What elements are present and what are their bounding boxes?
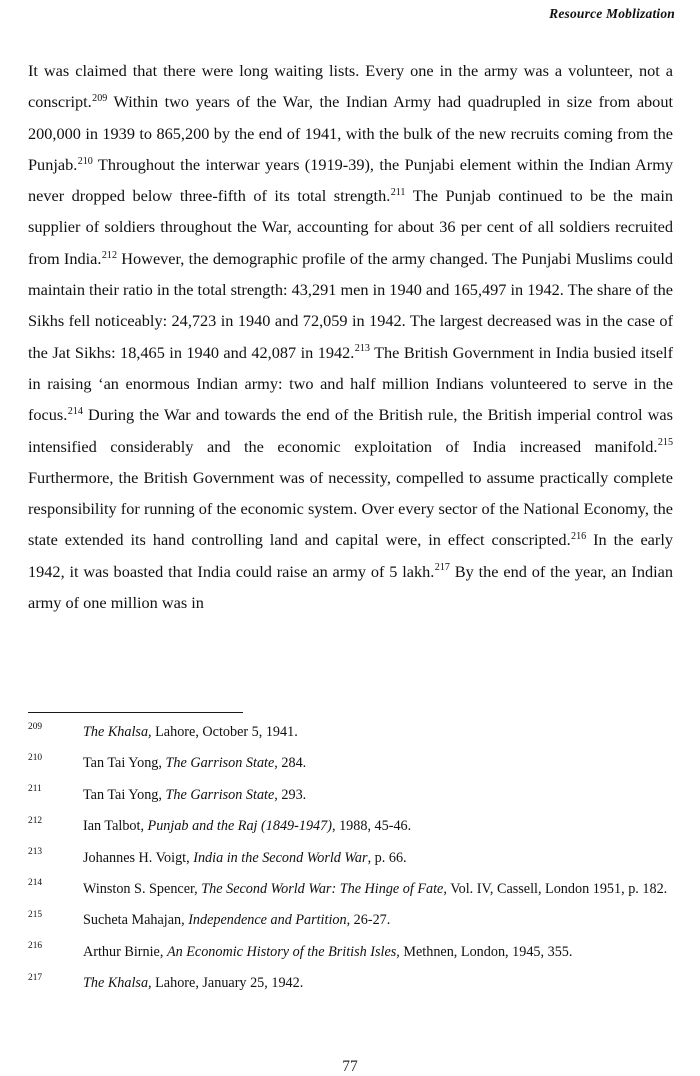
- footnote-reference-214: 214: [67, 406, 83, 417]
- body-paragraph: It was claimed that there were long waiting lists. Every one in the army was a volunteer, not a conscript.$^{209}$ Within two years of the War, the Indian Army had quadrupled in size from about 200,000 in 1939 to 865,200 by the end of 1941, with the bulk of the new recruits coming from the Punjab.$^{210}$ Throughout the interwar years (1919-39), the Punjabi element within the Indian Army never dropped below three-fifth of its total strength.$^{211}$ The Punjab continued to be the main supplier of soldiers throughout the War, accounting for about 36 per cent of all soldiers recruited from India.$^{212}$ However, the demographic profile of the army changed. The Punjabi Muslims could maintain their ratio in the total strength: 43,291 men in 1940 and 165,497 in 1942. The share of the Sikhs fell noticeably: 24,723 in 1940 and 72,059 in 1942. The largest decreased was in the case of the Jat Sikhs: 18,465 in 1940 and 42,087 in 1942.$^{213}$ The British Government in India busied itself in raising ‘an enormous Indian army: two and half million Indians volunteered to serve in the focus.$^{214}$ During the War and towards the end of the British rule, the British imperial control was intensified considerably and the economic exploitation of India increased manifold.$^{215}$ Furthermore, the British Government was of necessity, compelled to assume practically complete responsibility for running of the economic system. Over every sector of the National Economy, the state extended its hand controlling land and capital were, in effect conscripted.$^{216}$ In the early 1942, it was boasted that India could raise an army of 5 lakh.$^{217}$ By the end of the year, an Indian army of one million was in: [28, 61, 673, 613]
- body-text-block: [28, 55, 673, 618]
- footnote-title-italic: Independence and Partition: [188, 912, 347, 929]
- footnote-entry: [28, 974, 673, 993]
- footnote-number: 217: [28, 972, 43, 983]
- footnote-text: Winston S. Spencer, The Second World War: The Hinge of Fate, Vol. IV, Cassell, London 1951, p. 182.: [83, 880, 668, 897]
- footnote-reference-212: 212: [101, 249, 117, 261]
- footnote-text: Tan Tai Yong, The Garrison State, 293.: [83, 786, 307, 803]
- footnote-text: Sucheta Mahajan, Independence and Partition, 26-27.: [83, 912, 391, 929]
- footnote-text: Tan Tai Yong, The Garrison State, 284.: [83, 755, 307, 772]
- footnote-number: 215: [28, 909, 43, 920]
- footnote-title-italic: The Second World War: The Hinge of Fate: [201, 880, 444, 897]
- footnote-entry: [28, 911, 673, 930]
- footnote-title-italic: The Garrison State: [165, 755, 275, 772]
- footnote-text: The Khalsa, Lahore, October 5, 1941.: [83, 724, 298, 740]
- footnote-text: Arthur Birnie, An Economic History of the British Isles, Methnen, London, 1945, 355.: [83, 943, 573, 960]
- footnote-number: 211: [28, 784, 42, 795]
- running-header: Resource Moblization: [549, 6, 675, 21]
- footnote-title-italic: Punjab and the Raj (1849-1947): [147, 818, 332, 835]
- footnote-entry: [28, 754, 673, 773]
- footnote-reference-216: 216: [571, 531, 587, 543]
- footnote-number: 213: [28, 847, 43, 858]
- footnote-reference-209: 209: [92, 93, 108, 105]
- footnote-number: 214: [28, 878, 43, 889]
- footnote-text: Johannes H. Voigt, India in the Second World War, p. 66.: [83, 849, 407, 866]
- footnote-title-italic: India in the Second World War: [193, 849, 368, 866]
- footnote-title-italic: The Khalsa,: [83, 975, 152, 992]
- footnote-area: [28, 712, 673, 993]
- footnote-entry: [28, 723, 673, 742]
- footnote-title-italic: An Economic History of the British Isles: [166, 943, 397, 960]
- footnote-title-italic: The Garrison State: [165, 786, 275, 803]
- footnote-entry: [28, 943, 673, 962]
- footnote-number: 212: [28, 815, 43, 826]
- footnote-entry: [28, 817, 673, 836]
- footnote-list: [28, 723, 673, 993]
- footnote-reference-217: 217: [434, 562, 450, 574]
- footnote-entry: [28, 849, 673, 868]
- footnote-separator-rule: [28, 712, 243, 713]
- footnote-number: 216: [28, 941, 43, 952]
- footnote-reference-210: 210: [77, 155, 93, 167]
- page-number: 77: [342, 1058, 358, 1075]
- footnote-reference-215: 215: [657, 437, 673, 449]
- footnote-number: 210: [28, 752, 43, 763]
- footnote-entry: [28, 786, 673, 805]
- footnote-entry: [28, 880, 673, 899]
- footnote-number: 209: [28, 721, 43, 732]
- footnote-title-italic: The Khalsa,: [83, 724, 152, 740]
- footnote-text: The Khalsa, Lahore, January 25, 1942.: [83, 975, 304, 992]
- footnote-text: Ian Talbot, Punjab and the Raj (1849-1947), 1988, 45-46.: [83, 818, 412, 835]
- footnote-reference-213: 213: [354, 343, 370, 355]
- footnote-reference-211: 211: [390, 186, 406, 198]
